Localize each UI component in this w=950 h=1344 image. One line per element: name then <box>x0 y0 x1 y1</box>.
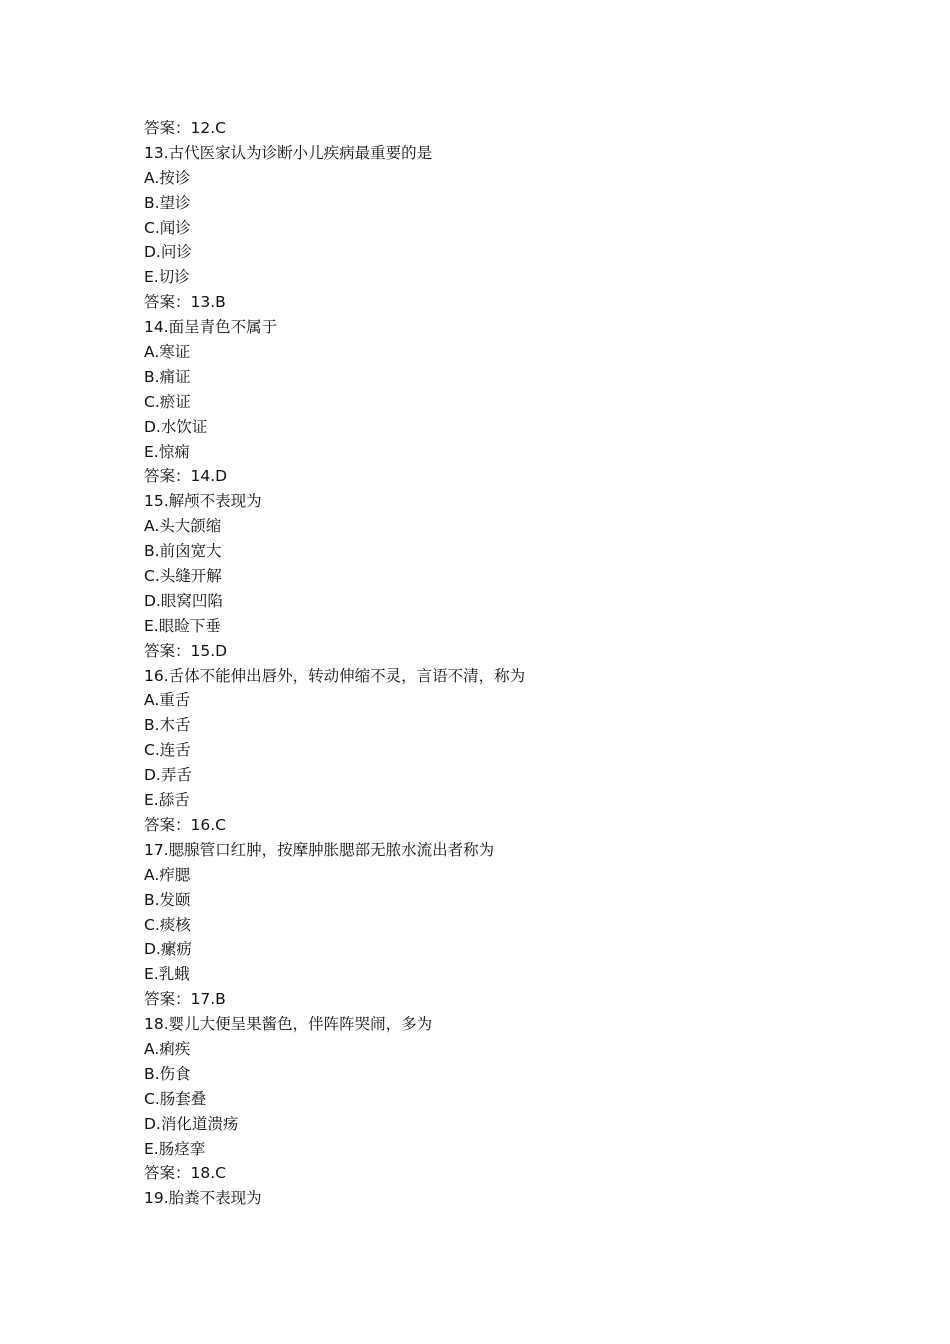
answer-13: 答案：13.B <box>144 293 226 312</box>
option-13-a: A.按诊 <box>144 168 191 187</box>
option-17-b: B.发颐 <box>144 890 191 909</box>
option-16-c: C.连舌 <box>144 741 191 760</box>
question-13: 13.古代医家认为诊断小儿疾病最重要的是 <box>144 143 433 162</box>
option-13-e: E.切诊 <box>144 268 190 287</box>
option-14-b: B.痛证 <box>144 367 191 386</box>
option-17-e: E.乳蛾 <box>144 965 190 984</box>
answer-18: 答案：18.C <box>144 1164 226 1183</box>
answer-15: 答案：15.D <box>144 641 228 660</box>
option-17-a: A.痄腮 <box>144 865 191 884</box>
option-15-a: A.头大颌缩 <box>144 517 222 536</box>
option-14-d: D.水饮证 <box>144 417 208 436</box>
document-page <box>144 116 844 1211</box>
option-16-b: B.木舌 <box>144 716 191 735</box>
option-18-c: C.肠套叠 <box>144 1089 207 1108</box>
option-16-d: D.弄舌 <box>144 766 192 785</box>
option-15-c: C.头缝开解 <box>144 567 222 586</box>
option-17-c: C.痰核 <box>144 915 191 934</box>
option-18-e: E.肠痉挛 <box>144 1139 206 1158</box>
option-13-c: C.闻诊 <box>144 218 191 237</box>
answer-16: 答案：16.C <box>144 815 226 834</box>
question-17: 17.腮腺管口红肿，按摩肿胀腮部无脓水流出者称为 <box>144 840 495 859</box>
option-13-b: B.望诊 <box>144 193 191 212</box>
question-19: 19.胎粪不表现为 <box>144 1189 262 1208</box>
option-14-c: C.瘀证 <box>144 392 191 411</box>
option-17-d: D.瘰疬 <box>144 940 192 959</box>
option-16-a: A.重舌 <box>144 691 191 710</box>
option-18-a: A.痢疾 <box>144 1039 191 1058</box>
answer-12: 答案：12.C <box>144 119 226 137</box>
option-18-d: D.消化道溃疡 <box>144 1114 239 1133</box>
option-16-e: E.舔舌 <box>144 791 190 810</box>
answer-14: 答案：14.D <box>144 467 228 486</box>
option-15-e: E.眼睑下垂 <box>144 616 221 635</box>
question-14: 14.面呈青色不属于 <box>144 318 278 337</box>
question-15: 15.解颅不表现为 <box>144 492 262 511</box>
answer-17: 答案：17.B <box>144 990 226 1009</box>
option-14-a: A.寒证 <box>144 343 191 362</box>
option-15-d: D.眼窝凹陷 <box>144 591 223 610</box>
option-13-d: D.问诊 <box>144 243 192 262</box>
option-15-b: B.前囟宽大 <box>144 542 222 561</box>
option-18-b: B.伤食 <box>144 1064 191 1083</box>
question-16: 16.舌体不能伸出唇外，转动伸缩不灵，言语不清，称为 <box>144 666 526 685</box>
question-18: 18.婴儿大便呈果酱色，伴阵阵哭闹，多为 <box>144 1015 433 1034</box>
option-14-e: E.惊痫 <box>144 442 190 461</box>
